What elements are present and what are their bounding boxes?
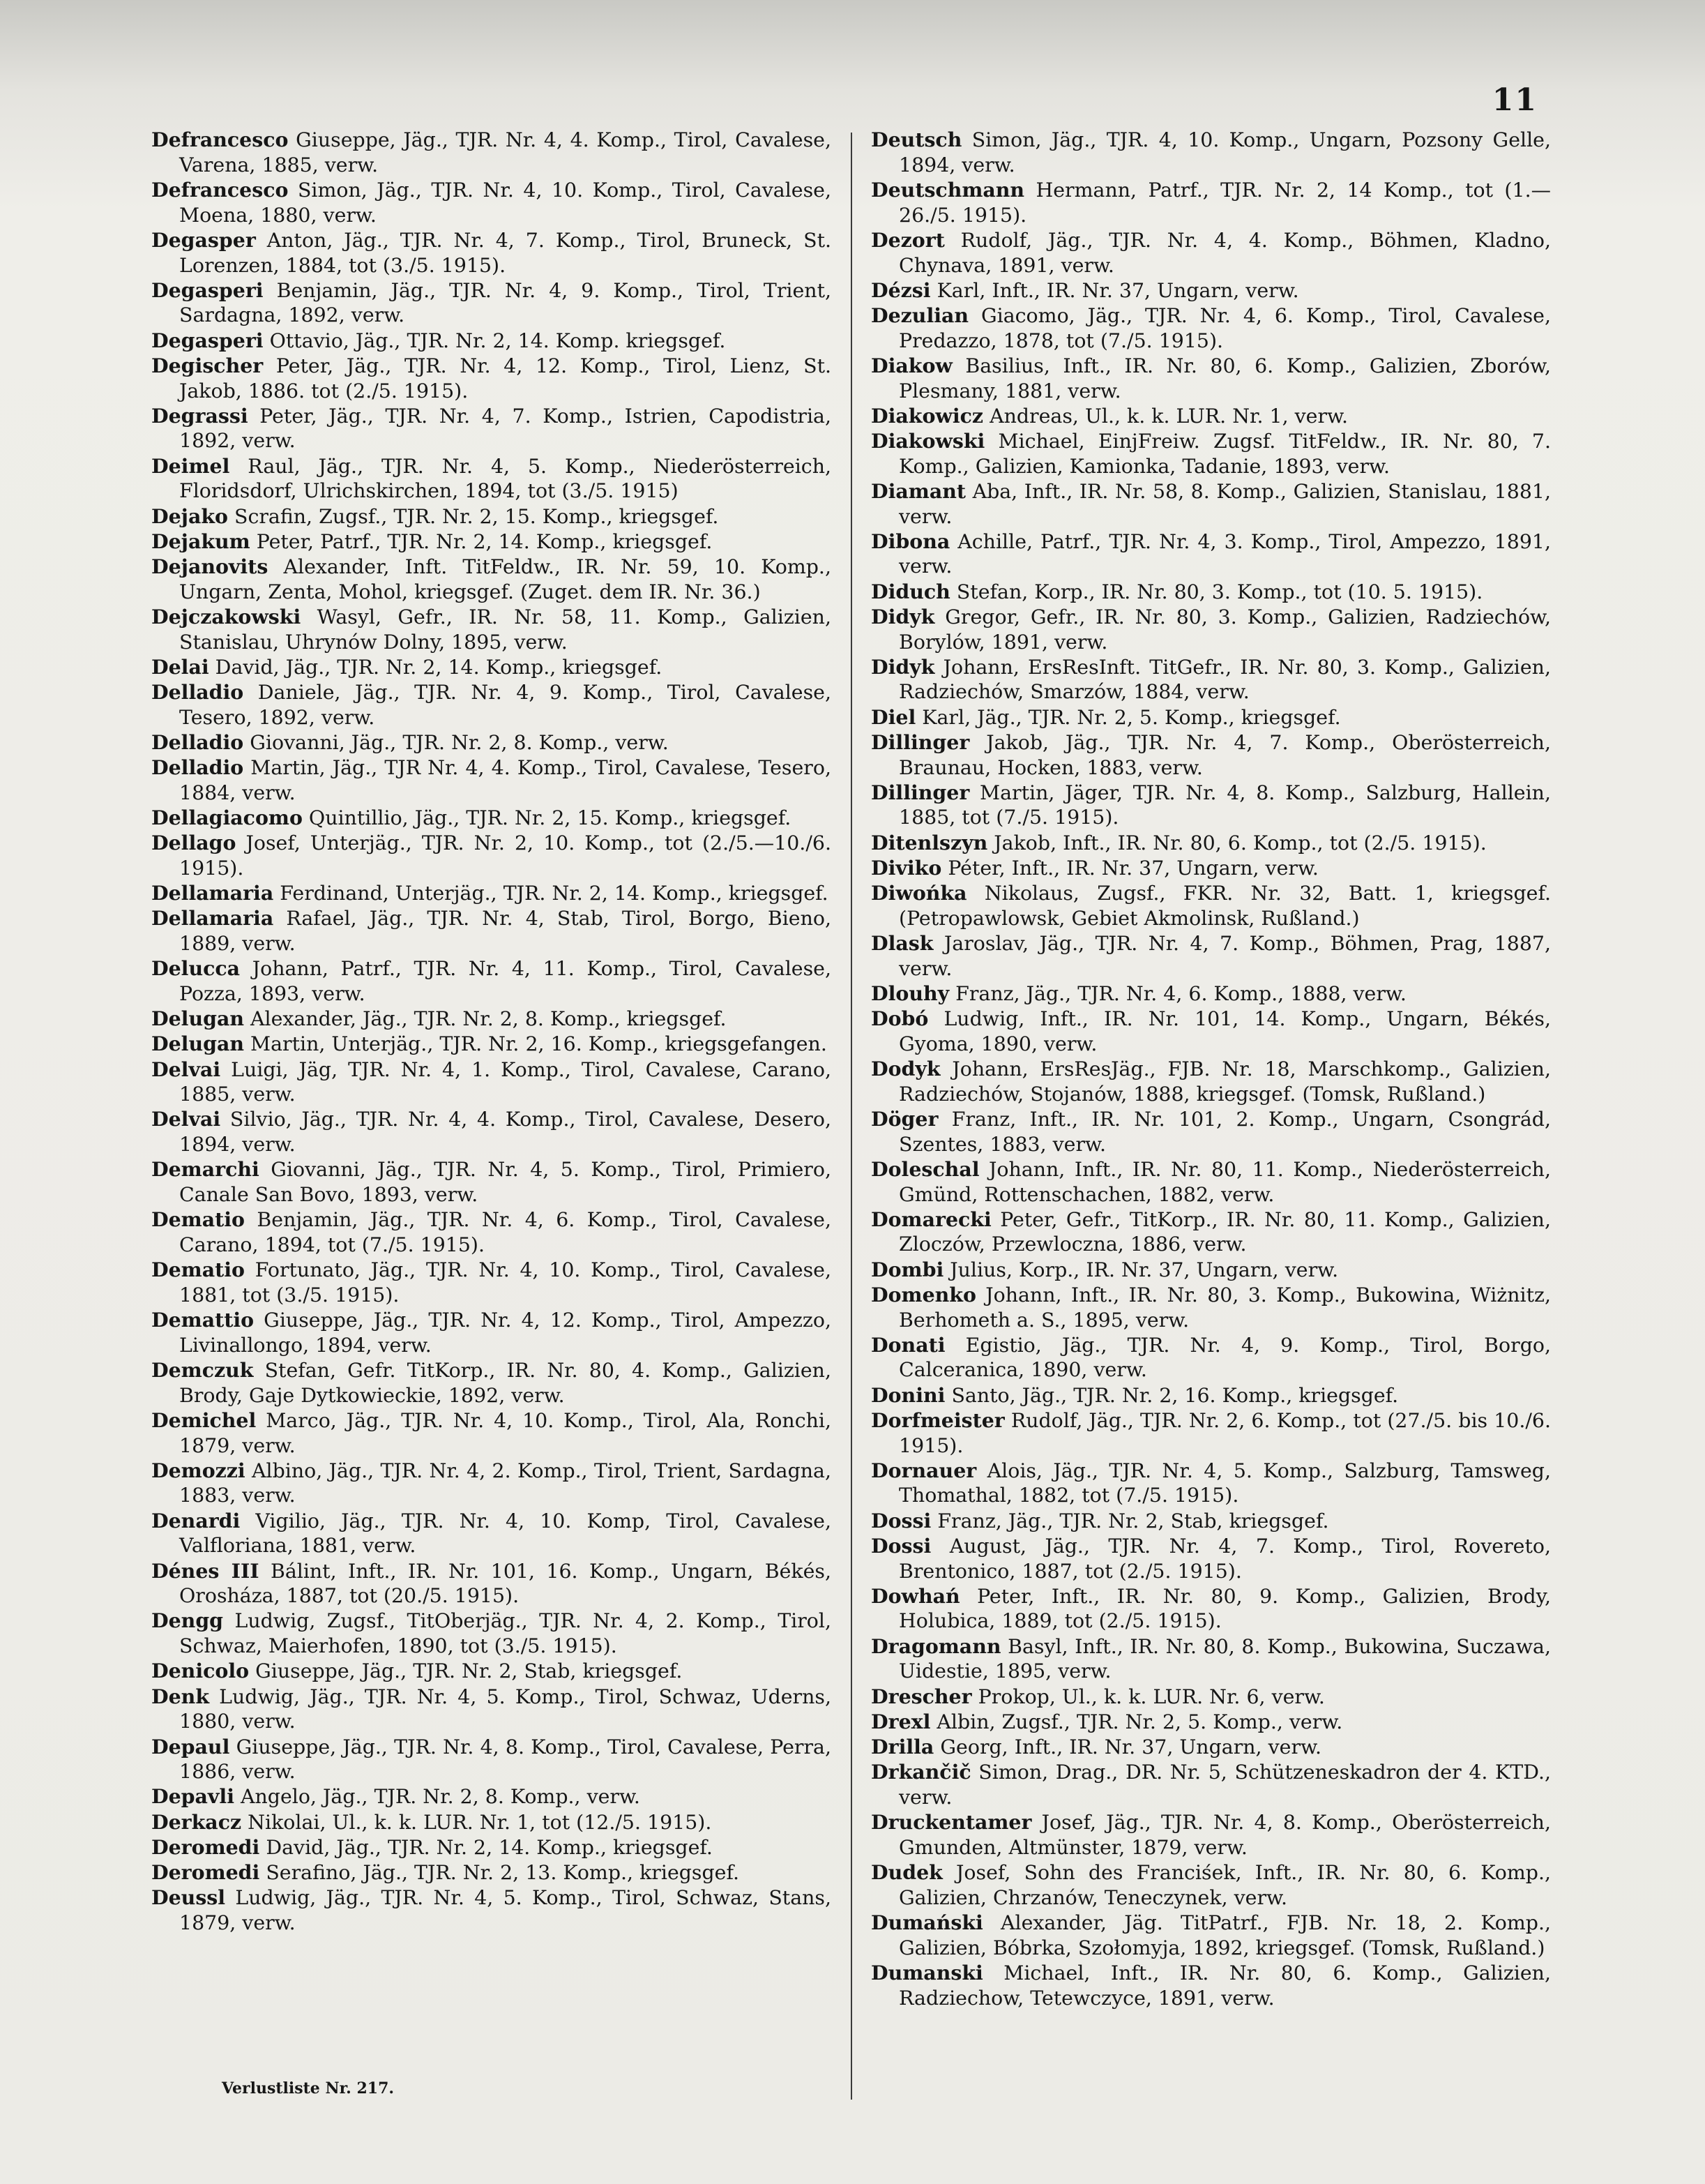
entry-details: Andreas, Ul., k. k. LUR. Nr. 1, verw. [983, 404, 1349, 428]
entry-details: David, Jäg., TJR. Nr. 2, 14. Komp., kriegsgef. [259, 1835, 713, 1859]
list-entry [151, 1032, 831, 1057]
entry-details: August, Jäg., TJR. Nr. 4, 7. Komp., Tirol, Rovereto, Brentonico, 1887, tot (2./5. 1915). [899, 1534, 1551, 1583]
entry-details: Quintillio, Jäg., TJR. Nr. 2, 15. Komp., kriegsgef. [302, 806, 791, 829]
entry-details: Karl, Jäg., TJR. Nr. 2, 5. Komp., kriegsgef. [916, 705, 1341, 729]
entry-details: Aba, Inft., IR. Nr. 58, 8. Komp., Galizien, Stanislau, 1881, verw. [899, 479, 1551, 528]
list-entry [871, 1459, 1551, 1508]
list-entry [151, 1258, 831, 1307]
list-entry [871, 981, 1551, 1007]
entry-surname: Dénes III [151, 1558, 259, 1583]
entry-surname: Deimel [151, 453, 230, 478]
list-entry [151, 278, 831, 328]
list-entry [151, 228, 831, 278]
entry-details: Silvio, Jäg., TJR. Nr. 4, 4. Komp., Tirol, Cavalese, Desero, 1894, verw. [179, 1108, 831, 1157]
entry-surname: Delladio [151, 679, 244, 704]
entry-details: Giuseppe, Jäg., TJR. Nr. 2, Stab, kriegsgef. [249, 1659, 683, 1683]
list-entry [151, 1408, 831, 1458]
entry-surname: Denk [151, 1684, 209, 1708]
entry-surname: Dornauer [871, 1458, 977, 1482]
entry-surname: Druckentamer [871, 1810, 1032, 1835]
list-entry [871, 605, 1551, 654]
entry-details: Giovanni, Jäg., TJR. Nr. 2, 8. Komp., verw. [243, 730, 669, 754]
entry-surname: Dobó [871, 1007, 929, 1031]
entry-details: Franz, Inft., IR. Nr. 101, 2. Komp., Ungarn, Csongrád, Szentes, 1883, verw. [899, 1107, 1551, 1156]
list-entry [871, 128, 1551, 177]
list-entry [871, 1383, 1551, 1408]
list-entry [871, 278, 1551, 303]
entry-surname: Demczuk [151, 1357, 254, 1382]
entry-details: Karl, Inft., IR. Nr. 37, Ungarn, verw. [930, 278, 1299, 302]
entry-details: Albin, Zugsf., TJR. Nr. 2, 5. Komp., verw. [930, 1710, 1343, 1733]
footer-note: Verlustliste Nr. 217. [222, 2079, 395, 2098]
entry-surname: Demarchi [151, 1157, 259, 1182]
entry-surname: Dellamaria [151, 906, 274, 931]
list-entry [871, 303, 1551, 353]
entry-details: Ferdinand, Unterjäg., TJR. Nr. 2, 14. Komp., kriegsgef. [273, 882, 828, 905]
list-entry [151, 956, 831, 1006]
entry-surname: Diel [871, 705, 916, 729]
entry-surname: Ditenlszyn [871, 830, 988, 854]
entry-details: Anton, Jäg., TJR. Nr. 4, 7. Komp., Tirol, Bruneck, St. Lorenzen, 1884, tot (3./5. 1915). [179, 228, 831, 277]
entry-details: Johann, ErsResJäg., FJB. Nr. 18, Marschkomp., Galizien, Radziechów, Stojanów, 1888, kriegsgef. (Tomsk, Rußland.) [899, 1057, 1551, 1106]
list-entry [151, 831, 831, 880]
entry-surname: Degischer [151, 353, 264, 377]
list-entry [151, 329, 831, 354]
entry-details: Simon, Drag., DR. Nr. 5, Schützeneskadron der 4. KTD., verw. [899, 1761, 1551, 1809]
entry-details: Peter, Inft., IR. Nr. 80, 9. Komp., Galizien, Brody, Holubica, 1889, tot (2./5. 1915). [899, 1584, 1551, 1633]
list-entry [871, 1584, 1551, 1634]
list-entry [151, 128, 831, 177]
entry-surname: Deromedi [151, 1835, 260, 1859]
entry-details: Ludwig, Inft., IR. Nr. 101, 14. Komp., Ungarn, Békés, Gyoma, 1890, verw. [899, 1007, 1551, 1055]
list-entry [151, 555, 831, 604]
list-entry [871, 1509, 1551, 1534]
list-entry [871, 1207, 1551, 1257]
left-column [151, 128, 831, 1936]
list-entry [871, 1283, 1551, 1332]
entry-details: Alois, Jäg., TJR. Nr. 4, 5. Komp., Salzburg, Tamsweg, Thomathal, 1882, tot (7./5. 1915). [899, 1459, 1551, 1507]
entry-surname: Donati [871, 1332, 946, 1357]
entry-surname: Depavli [151, 1784, 234, 1809]
entry-surname: Degasper [151, 227, 256, 252]
list-entry [151, 1007, 831, 1032]
entry-surname: Dorfmeister [871, 1408, 1005, 1432]
entry-surname: Deutschmann [871, 177, 1025, 202]
entry-surname: Dodyk [871, 1057, 941, 1081]
entry-details: Julius, Korp., IR. Nr. 37, Ungarn, verw. [944, 1258, 1339, 1281]
entry-surname: Dragomann [871, 1634, 1001, 1658]
entry-details: Jakob, Inft., IR. Nr. 80, 6. Komp., tot (2./5. 1915). [987, 831, 1487, 854]
entry-surname: Döger [871, 1106, 939, 1131]
entry-details: Raul, Jäg., TJR. Nr. 4, 5. Komp., Niederösterreich, Floridsdorf, Ulrichskirchen, 1894, tot (3./5. 1915) [179, 454, 831, 503]
entry-details: Hermann, Patrf., TJR. Nr. 2, 14 Komp., tot (1.—26./5. 1915). [899, 178, 1551, 227]
entry-surname: Dellagiacomo [151, 805, 303, 829]
list-entry [151, 1609, 831, 1658]
list-entry [871, 856, 1551, 881]
entry-details: Franz, Jäg., TJR. Nr. 4, 6. Komp., 1888, verw. [949, 981, 1407, 1005]
list-entry [151, 1784, 831, 1809]
entry-surname: Demozzi [151, 1458, 245, 1482]
entry-details: Wasyl, Gefr., IR. Nr. 58, 11. Komp., Galizien, Stanislau, Uhrynów Dolny, 1895, verw. [179, 605, 831, 654]
entry-surname: Demattio [151, 1308, 255, 1332]
list-entry [151, 1860, 831, 1885]
page-number: 11 [1492, 82, 1538, 118]
entry-surname: Dillinger [871, 730, 970, 754]
entry-details: Stefan, Korp., IR. Nr. 80, 3. Komp., tot (10. 5. 1915). [950, 580, 1483, 603]
list-entry [151, 454, 831, 504]
entry-surname: Dlask [871, 931, 934, 955]
entry-surname: Deussl [151, 1885, 226, 1910]
entry-surname: Domarecki [871, 1207, 992, 1231]
list-entry [871, 1735, 1551, 1760]
list-entry [871, 228, 1551, 278]
list-entry [871, 429, 1551, 479]
entry-surname: Delvai [151, 1057, 221, 1081]
list-entry [151, 730, 831, 755]
entry-surname: Dejakum [151, 529, 250, 553]
entry-details: Johann, ErsResInft. TitGefr., IR. Nr. 80, 3. Komp., Galizien, Radziechów, Smarzów, 1884, verw. [899, 655, 1551, 704]
list-entry [871, 1911, 1551, 1960]
entry-details: Albino, Jäg., TJR. Nr. 4, 2. Komp., Tirol, Trient, Sardagna, 1883, verw. [179, 1459, 831, 1507]
list-entry [871, 529, 1551, 579]
entry-details: Rafael, Jäg., TJR. Nr. 4, Stab, Tirol, Borgo, Bieno, 1889, verw. [179, 907, 831, 955]
entry-details: Vigilio, Jäg., TJR. Nr. 4, 10. Komp, Tirol, Cavalese, Valfloriana, 1881, verw. [179, 1509, 831, 1558]
entry-surname: Dezulian [871, 303, 969, 327]
entry-details: David, Jäg., TJR. Nr. 2, 14. Komp., kriegsgef. [209, 655, 662, 679]
entry-details: Rudolf, Jäg., TJR. Nr. 2, 6. Komp., tot (27./5. bis 10./6. 1915). [899, 1408, 1551, 1457]
entry-surname: Dellago [151, 831, 236, 855]
list-entry [871, 1258, 1551, 1283]
list-entry [151, 1810, 831, 1835]
entry-details: Simon, Jäg., TJR. 4, 10. Komp., Ungarn, Pozsony Gelle, 1894, verw. [899, 128, 1551, 176]
list-entry [871, 1157, 1551, 1207]
list-entry [151, 1157, 831, 1207]
list-entry [871, 1961, 1551, 2010]
list-entry [151, 806, 831, 831]
entry-details: Michael, Inft., IR. Nr. 80, 6. Komp., Galizien, Radziechow, Tetewczyce, 1891, verw. [899, 1961, 1551, 2010]
list-entry [151, 404, 831, 453]
entry-details: Ludwig, Zugsf., TitOberjäg., TJR. Nr. 4, 2. Komp., Tirol, Schwaz, Maierhofen, 1890, tot (3./5. 1915). [179, 1609, 831, 1658]
entry-surname: Dlouhy [871, 981, 950, 1005]
entry-details: Rudolf, Jäg., TJR. Nr. 4, 4. Komp., Böhmen, Kladno, Chynava, 1891, verw. [899, 228, 1551, 277]
list-entry [151, 529, 831, 555]
list-entry [871, 178, 1551, 227]
entry-details: Johann, Inft., IR. Nr. 80, 3. Komp., Bukowina, Wiżnitz, Berhometh a. S., 1895, verw. [899, 1283, 1551, 1332]
entry-surname: Diakow [871, 353, 953, 377]
entry-surname: Demichel [151, 1408, 257, 1432]
entry-surname: Delugan [151, 1007, 244, 1031]
list-entry [871, 781, 1551, 830]
entry-surname: Degasperi [151, 278, 264, 302]
entry-details: Peter, Patrf., TJR. Nr. 2, 14. Komp., kriegsgef. [250, 529, 713, 553]
entry-details: Benjamin, Jäg., TJR. Nr. 4, 6. Komp., Tirol, Cavalese, Carano, 1894, tot (7./5. 1915). [179, 1208, 831, 1256]
entry-details: Giuseppe, Jäg., TJR. Nr. 4, 8. Komp., Tirol, Cavalese, Perra, 1886, verw. [179, 1735, 831, 1784]
list-entry [871, 1710, 1551, 1735]
list-entry [151, 881, 831, 906]
entry-surname: Depaul [151, 1734, 230, 1759]
entry-details: Luigi, Jäg, TJR. Nr. 4, 1. Komp., Tirol, Cavalese, Carano, 1885, verw. [179, 1057, 831, 1106]
entry-details: Ludwig, Jäg., TJR. Nr. 4, 5. Komp., Tirol, Schwaz, Stans, 1879, verw. [179, 1886, 831, 1934]
entry-surname: Dézsi [871, 278, 931, 302]
entry-surname: Defrancesco [151, 177, 289, 202]
list-entry [871, 1057, 1551, 1106]
entry-details: Giuseppe, Jäg., TJR. Nr. 4, 4. Komp., Tirol, Cavalese, Varena, 1885, verw. [179, 128, 831, 176]
list-entry [871, 354, 1551, 403]
entry-details: Péter, Inft., IR. Nr. 37, Ungarn, verw. [941, 856, 1319, 880]
entry-surname: Dejczakowski [151, 604, 301, 628]
list-entry [871, 1333, 1551, 1383]
entry-surname: Denardi [151, 1508, 241, 1532]
entry-surname: Doleschal [871, 1157, 980, 1181]
list-entry [151, 755, 831, 805]
entry-details: Michael, EinjFreiw. Zugsf. TitFeldw., IR. Nr. 80, 7. Komp., Galizien, Kamionka, Tadanie, 1893, verw. [899, 429, 1551, 478]
entry-surname: Diakowski [871, 428, 985, 453]
list-entry [871, 655, 1551, 705]
list-entry [151, 354, 831, 403]
entry-surname: Drexl [871, 1709, 931, 1733]
list-entry [871, 1810, 1551, 1860]
list-entry [871, 1685, 1551, 1710]
entry-surname: Dezort [871, 227, 945, 252]
entry-details: Basilius, Inft., IR. Nr. 80, 6. Komp., Galizien, Zborów, Plesmany, 1881, verw. [899, 354, 1551, 402]
entry-details: Martin, Jäg., TJR Nr. 4, 4. Komp., Tirol, Cavalese, Tesero, 1884, verw. [179, 756, 831, 804]
entry-surname: Domenko [871, 1282, 976, 1306]
list-entry [151, 1559, 831, 1609]
entry-surname: Dibona [871, 529, 950, 553]
entry-surname: Dossi [871, 1508, 932, 1532]
entry-details: Giacomo, Jäg., TJR. Nr. 4, 6. Komp., Tirol, Cavalese, Predazzo, 1878, tot (7./5. 1915). [899, 303, 1551, 352]
entry-surname: Degasperi [151, 328, 264, 352]
entry-details: Egistio, Jäg., TJR. Nr. 4, 9. Komp., Tirol, Borgo, Calceranica, 1890, verw. [899, 1333, 1551, 1382]
list-entry [151, 1459, 831, 1508]
entry-details: Georg, Inft., IR. Nr. 37, Ungarn, verw. [934, 1735, 1321, 1759]
list-entry [151, 680, 831, 730]
entry-surname: Dombi [871, 1257, 944, 1281]
list-entry [871, 1107, 1551, 1157]
entry-details: Jaroslav, Jäg., TJR. Nr. 4, 7. Komp., Böhmen, Prag, 1887, verw. [899, 932, 1551, 980]
list-entry [871, 580, 1551, 605]
list-entry [151, 178, 831, 227]
entry-details: Giuseppe, Jäg., TJR. Nr. 4, 12. Komp., Tirol, Ampezzo, Livinallongo, 1894, verw. [179, 1309, 831, 1357]
list-entry [871, 931, 1551, 981]
entry-details: Ludwig, Jäg., TJR. Nr. 4, 5. Komp., Tirol, Schwaz, Uderns, 1880, verw. [179, 1685, 831, 1733]
entry-surname: Drilla [871, 1735, 934, 1759]
entry-surname: Drescher [871, 1684, 972, 1708]
list-entry [871, 831, 1551, 856]
entry-details: Peter, Gefr., TitKorp., IR. Nr. 80, 11. Komp., Galizien, Zloczów, Przewloczna, 1886, verw. [899, 1207, 1551, 1256]
entry-details: Achille, Patrf., TJR. Nr. 4, 3. Komp., Tirol, Ampezzo, 1891, verw. [899, 529, 1551, 578]
entry-surname: Dossi [871, 1533, 932, 1558]
list-entry [871, 881, 1551, 931]
entry-details: Scrafin, Zugsf., TJR. Nr. 2, 15. Komp., kriegsgef. [227, 504, 719, 528]
entry-surname: Delladio [151, 755, 244, 780]
entry-surname: Diviko [871, 855, 942, 880]
entry-surname: Didyk [871, 604, 935, 628]
entry-details: Serafino, Jäg., TJR. Nr. 2, 13. Komp., kriegsgef. [259, 1861, 739, 1885]
entry-surname: Delai [151, 654, 209, 679]
list-entry [151, 1207, 831, 1257]
entry-surname: Diamant [871, 479, 966, 503]
list-entry [151, 1685, 831, 1734]
list-entry [151, 504, 831, 529]
entry-details: Alexander, Inft. TitFeldw., IR. Nr. 59, 10. Komp., Ungarn, Zenta, Mohol, kriegsgef. (Zuget. dem IR. Nr. 36.) [179, 555, 831, 603]
entry-details: Marco, Jäg., TJR. Nr. 4, 10. Komp., Tirol, Ala, Ronchi, 1879, verw. [179, 1408, 831, 1457]
list-entry [871, 479, 1551, 529]
right-column [871, 128, 1551, 2011]
list-entry [151, 1358, 831, 1408]
entry-details: Daniele, Jäg., TJR. Nr. 4, 9. Komp., Tirol, Cavalese, Tesero, 1892, verw. [179, 680, 831, 729]
entry-surname: Deromedi [151, 1860, 260, 1885]
entry-details: Giovanni, Jäg., TJR. Nr. 4, 5. Komp., Tirol, Primiero, Canale San Bovo, 1893, verw. [179, 1158, 831, 1207]
list-entry [151, 655, 831, 680]
entry-details: Santo, Jäg., TJR. Nr. 2, 16. Komp., kriegsgef. [945, 1383, 1399, 1407]
list-entry [151, 1308, 831, 1357]
entry-surname: Dejanovits [151, 554, 268, 578]
entry-surname: Dumanski [871, 1960, 983, 1985]
entry-details: Martin, Unterjäg., TJR. Nr. 2, 16. Komp., kriegsgefangen. [244, 1032, 827, 1056]
entry-surname: Delucca [151, 956, 241, 981]
entry-details: Gregor, Gefr., IR. Nr. 80, 3. Komp., Galizien, Radziechów, Borylów, 1891, verw. [899, 605, 1551, 654]
entry-surname: Diwońka [871, 881, 967, 905]
entry-details: Johann, Inft., IR. Nr. 80, 11. Komp., Niederösterreich, Gmünd, Rottenschachen, 1882, verw. [899, 1157, 1551, 1206]
entry-surname: Deutsch [871, 128, 962, 151]
entry-details: Josef, Jäg., TJR. Nr. 4, 8. Komp., Oberösterreich, Gmunden, Altmünster, 1879, verw. [899, 1811, 1551, 1859]
entry-surname: Didyk [871, 654, 935, 679]
entry-surname: Degrassi [151, 403, 248, 428]
list-entry [871, 404, 1551, 429]
entry-details: Bálint, Inft., IR. Nr. 101, 16. Komp., Ungarn, Békés, Orosháza, 1887, tot (20./5. 1915). [179, 1559, 831, 1608]
entry-details: Stefan, Gefr. TitKorp., IR. Nr. 80, 4. Komp., Galizien, Brody, Gaje Dytkowieckie, 1892, verw. [179, 1358, 831, 1407]
entry-surname: Delugan [151, 1032, 244, 1056]
list-entry [151, 1735, 831, 1784]
list-entry [871, 705, 1551, 730]
entry-details: Angelo, Jäg., TJR. Nr. 2, 8. Komp., verw. [234, 1785, 640, 1809]
entry-details: Alexander, Jäg., TJR. Nr. 2, 8. Komp., kriegsgef. [244, 1007, 727, 1031]
column-divider [851, 133, 852, 2100]
entry-surname: Dematio [151, 1207, 245, 1232]
entry-details: Johann, Patrf., TJR. Nr. 4, 11. Komp., Tirol, Cavalese, Pozza, 1893, verw. [179, 957, 831, 1005]
entry-details: Nikolai, Ul., k. k. LUR. Nr. 1, tot (12./5. 1915). [241, 1810, 712, 1834]
entry-surname: Dillinger [871, 780, 970, 804]
list-entry [871, 1760, 1551, 1809]
entry-surname: Diduch [871, 579, 950, 603]
list-entry [871, 1007, 1551, 1056]
entry-details: Benjamin, Jäg., TJR. Nr. 4, 9. Komp., Tirol, Trient, Sardagna, 1892, verw. [179, 278, 831, 327]
list-entry [871, 1408, 1551, 1458]
entry-surname: Dellamaria [151, 881, 274, 905]
entry-surname: Dumański [871, 1910, 983, 1934]
list-entry [871, 1534, 1551, 1583]
entry-details: Simon, Jäg., TJR. Nr. 4, 10. Komp., Tirol, Cavalese, Moena, 1880, verw. [179, 178, 831, 227]
entry-details: Peter, Jäg., TJR. Nr. 4, 12. Komp., Tirol, Lienz, St. Jakob, 1886. tot (2./5. 1915). [179, 354, 831, 402]
entry-details: Jakob, Jäg., TJR. Nr. 4, 7. Komp., Oberösterreich, Braunau, Hocken, 1883, verw. [899, 730, 1551, 779]
list-entry [151, 1659, 831, 1684]
entry-surname: Drkančič [871, 1760, 971, 1784]
entry-details: Josef, Sohn des Franciśek, Inft., IR. Nr. 80, 6. Komp., Galizien, Chrzanów, Teneczynek, verw. [899, 1861, 1551, 1909]
list-entry [151, 1509, 831, 1558]
list-entry [151, 1885, 831, 1935]
entry-details: Peter, Jäg., TJR. Nr. 4, 7. Komp., Istrien, Capodistria, 1892, verw. [179, 404, 831, 453]
entry-surname: Dematio [151, 1258, 245, 1282]
entry-surname: Derkacz [151, 1809, 242, 1834]
entry-details: Fortunato, Jäg., TJR. Nr. 4, 10. Komp., Tirol, Cavalese, 1881, tot (3./5. 1915). [179, 1258, 831, 1306]
entry-surname: Defrancesco [151, 128, 289, 151]
entry-details: Basyl, Inft., IR. Nr. 80, 8. Komp., Bukowina, Suczawa, Uidestie, 1895, verw. [899, 1634, 1551, 1683]
entry-details: Martin, Jäger, TJR. Nr. 4, 8. Komp., Salzburg, Hallein, 1885, tot (7./5. 1915). [899, 781, 1551, 829]
entry-surname: Dejako [151, 504, 228, 528]
entry-surname: Delvai [151, 1107, 221, 1131]
entry-surname: Denicolo [151, 1659, 250, 1683]
entry-details: Josef, Unterjäg., TJR. Nr. 2, 10. Komp., tot (2./5.—10./6. 1915). [179, 831, 831, 880]
list-entry [871, 1860, 1551, 1910]
entry-details: Prokop, Ul., k. k. LUR. Nr. 6, verw. [971, 1685, 1325, 1708]
list-entry [151, 906, 831, 956]
list-entry [151, 1835, 831, 1860]
entry-details: Ottavio, Jäg., TJR. Nr. 2, 14. Komp. kriegsgef. [263, 329, 726, 352]
entry-details: Alexander, Jäg. TitPatrf., FJB. Nr. 18, 2. Komp., Galizien, Bóbrka, Szołomyja, 1892, kriegsgef. (Tomsk, Rußland.) [899, 1911, 1551, 1959]
entry-details: Nikolaus, Zugsf., FKR. Nr. 32, Batt. 1, kriegsgef. (Petropawlowsk, Gebiet Akmolinsk, Rußland.) [899, 882, 1551, 930]
entry-surname: Dowhań [871, 1583, 960, 1608]
list-entry [151, 605, 831, 654]
list-entry [871, 730, 1551, 780]
list-entry [151, 1057, 831, 1107]
entry-surname: Delladio [151, 730, 244, 754]
list-entry [871, 1634, 1551, 1684]
entry-surname: Donini [871, 1383, 946, 1407]
entry-surname: Dengg [151, 1609, 224, 1633]
entry-details: Franz, Jäg., TJR. Nr. 2, Stab, kriegsgef. [931, 1509, 1329, 1532]
list-entry [151, 1107, 831, 1157]
entry-surname: Diakowicz [871, 403, 984, 428]
entry-surname: Dudek [871, 1860, 943, 1885]
